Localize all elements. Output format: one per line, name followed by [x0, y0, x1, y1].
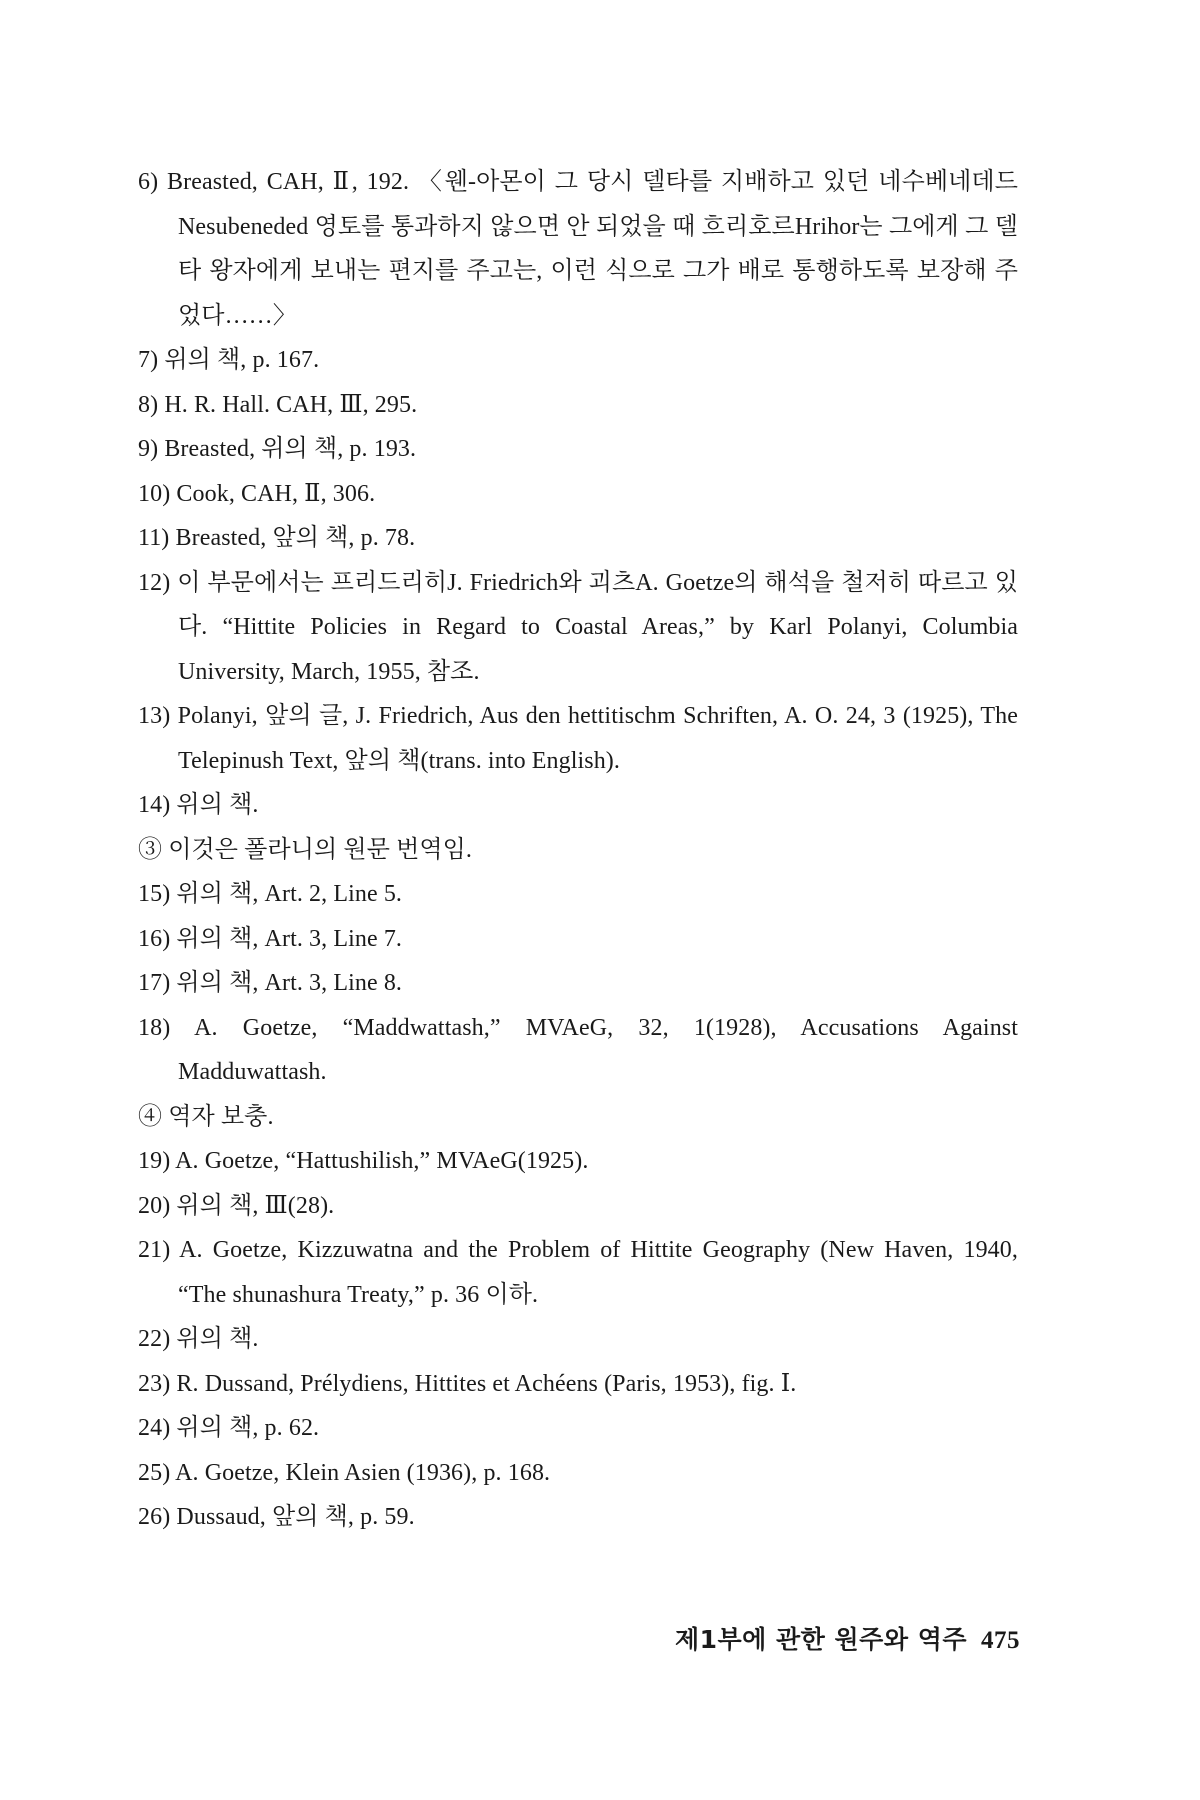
endnote-text: A. Goetze, “Hattushilish,” MVAeG(1925). — [175, 1148, 589, 1174]
endnote-number: 10) — [138, 480, 171, 507]
endnote — [138, 427, 1018, 472]
endnote-text: 이 부문에서는 프리드리히J. Friedrich와 괴츠A. Goetze의 해석을 철저히 따르고 있다. “Hittite Policies in Regard to Coastal Areas,” by Karl Polanyi, Columbia University, March, 1955, 참조. — [177, 569, 1019, 685]
endnote-text: A. Goetze, “Maddwattash,” MVAeG, 32, 1(1928), Accusations Against Madduwattash. — [178, 1014, 1019, 1085]
endnote-text: 위의 책, p. 62. — [176, 1415, 320, 1441]
endnote-text: 위의 책, Ⅲ(28). — [176, 1192, 335, 1219]
endnote-text: 위의 책, Art. 3, Line 7. — [176, 925, 403, 952]
endnote — [138, 516, 1018, 561]
translator-note — [138, 828, 1018, 873]
endnote — [138, 1451, 1018, 1496]
endnote-number: 6) — [138, 169, 159, 195]
endnote — [138, 1139, 1018, 1184]
endnote — [138, 561, 1018, 695]
endnote — [138, 383, 1018, 428]
endnote-number: 14) — [138, 792, 171, 818]
endnote-number: 21) — [138, 1237, 171, 1263]
endnote-text: Cook, CAH, Ⅱ, 306. — [176, 480, 376, 507]
section-title: 제1부에 관한 원주와 역주 — [674, 1625, 967, 1654]
endnote-text: Breasted, 앞의 책, p. 78. — [175, 525, 416, 551]
page-number: 475 — [981, 1627, 1020, 1654]
endnote-number: 15) — [138, 881, 171, 907]
endnote — [138, 160, 1018, 338]
endnote-number: 16) — [138, 925, 171, 952]
endnote-text: R. Dussand, Prélydiens, Hittites et Achéens (Paris, 1953), fig. Ⅰ. — [176, 1370, 797, 1397]
endnote — [138, 472, 1018, 517]
endnote — [138, 961, 1018, 1006]
endnote-number: 26) — [138, 1504, 171, 1530]
endnote-text: Polanyi, 앞의 글, J. Friedrich, Aus den hettitischm Schriften, A. O. 24, 3 (1925), The Telepinush Text, 앞의 책(trans. into English). — [177, 703, 1019, 774]
endnote-text: Dussaud, 앞의 책, p. 59. — [176, 1504, 415, 1530]
endnote-text: 위의 책, Art. 3, Line 8. — [176, 970, 403, 996]
endnote-text: A. Goetze, Kizzuwatna and the Problem of Hittite Geography (New Haven, 1940, “The shunashura Treaty,” p. 36 이하. — [178, 1237, 1018, 1308]
translator-note-number: ④ — [138, 1103, 163, 1130]
translator-note — [138, 1095, 1018, 1140]
endnote-number: 11) — [138, 525, 170, 551]
endnote — [138, 694, 1018, 783]
endnote-text: A. Goetze, Klein Asien (1936), p. 168. — [175, 1459, 551, 1486]
endnote-number: 13) — [138, 703, 171, 729]
endnote-text: 위의 책. — [176, 792, 259, 818]
endnote-number: 23) — [138, 1370, 171, 1397]
endnote — [138, 1495, 1018, 1540]
translator-note-number: ③ — [138, 836, 163, 863]
endnote-number: 9) — [138, 436, 159, 462]
endnote-number: 12) — [138, 569, 171, 596]
endnote-text: 위의 책. — [176, 1326, 259, 1352]
endnote-number: 19) — [138, 1148, 171, 1174]
endnote-number: 20) — [138, 1192, 171, 1219]
endnote — [138, 1184, 1018, 1229]
endnote-number: 7) — [138, 347, 159, 373]
endnote-text: Breasted, CAH, Ⅱ, 192. 〈웬-아몬이 그 당시 델타를 지배하고 있던 네수베네데드Nesubeneded 영토를 통과하지 않으면 안 되었을 때 흐리호르Hrihor는 그에게 그 델타 왕자에게 보내는 편지를 주고는, 이런 식으로 그가 배로 통행하도록 보장해 주었다……〉 — [167, 169, 1018, 329]
endnote — [138, 783, 1018, 828]
running-footer — [660, 1620, 1020, 1656]
endnote — [138, 1406, 1018, 1451]
endnote-number: 18) — [138, 1014, 171, 1041]
endnote-number: 8) — [138, 391, 159, 418]
endnote — [138, 1228, 1018, 1317]
endnote — [138, 1362, 1018, 1407]
endnote-number: 24) — [138, 1415, 171, 1441]
endnote — [138, 338, 1018, 383]
endnote-text: Breasted, 위의 책, p. 193. — [164, 436, 417, 462]
translator-note-text: 역자 보충. — [168, 1103, 274, 1130]
endnote-text: 위의 책, p. 167. — [164, 347, 320, 373]
endnote-number: 22) — [138, 1326, 171, 1352]
endnotes-list — [138, 160, 1018, 1540]
endnote — [138, 1317, 1018, 1362]
endnote-number: 17) — [138, 970, 171, 996]
endnote-text: H. R. Hall. CAH, Ⅲ, 295. — [164, 391, 418, 418]
endnote — [138, 917, 1018, 962]
translator-note-text: 이것은 폴라니의 원문 번역임. — [168, 836, 473, 863]
endnote-number: 25) — [138, 1459, 171, 1486]
endnote — [138, 1006, 1018, 1095]
endnote — [138, 872, 1018, 917]
endnote-text: 위의 책, Art. 2, Line 5. — [176, 881, 403, 907]
